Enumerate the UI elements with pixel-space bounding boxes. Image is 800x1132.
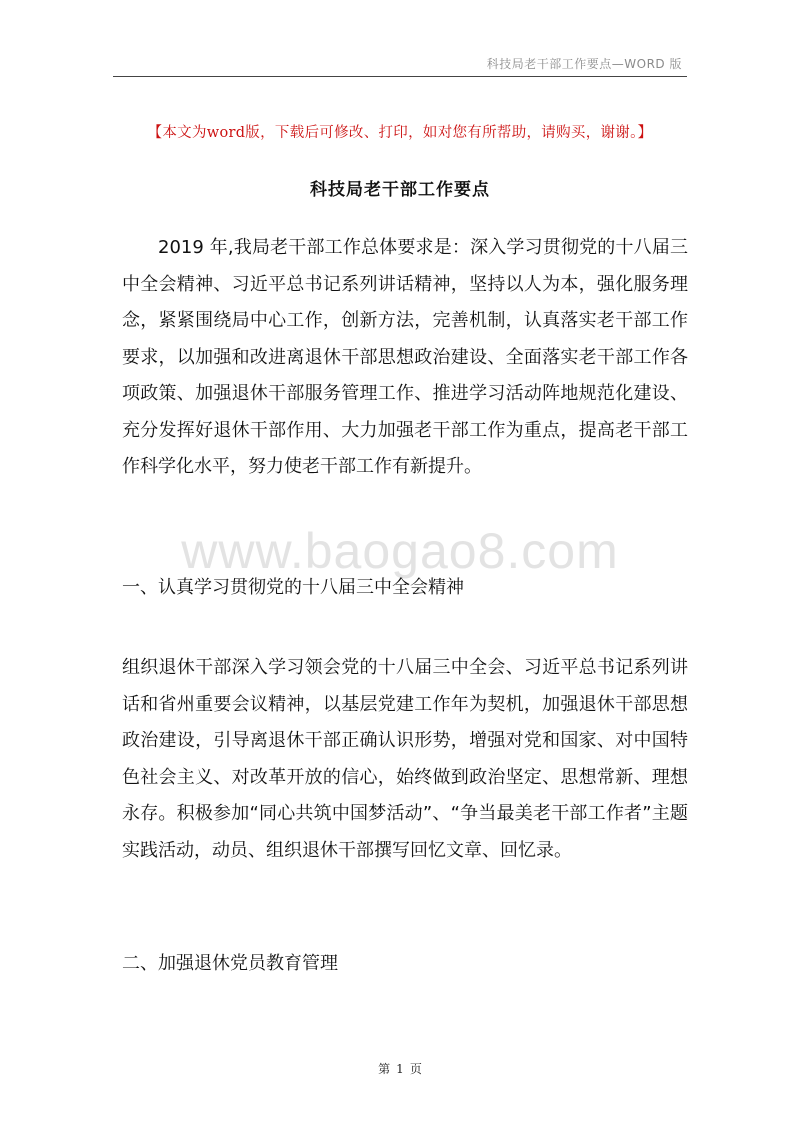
section-heading-1: 一、认真学习贯彻党的十八届三中全会精神 [122,577,464,598]
section-heading-2: 二、加强退休党员教育管理 [122,953,338,974]
footer-prefix: 第 [378,1062,391,1076]
watermark: www.baogao8.com [181,523,619,579]
section-body-1: 组织退休干部深入学习领会党的十八届三中全会、习近平总书记系列讲话和省州重要会议精神，以基层党建工作年为契机，加强退休干部思想政治建设，引导离退休干部正确认识形势，增强对党和国家、对中国特色社会主义、对改革开放的信心，始终做到政治坚定、思想常新、理想永存。积极参加“同心共筑中国梦活动”、“争当最美老干部工作者”主题实践活动，动员、组织退休干部撰写回忆文章、回忆录。 [122,657,688,861]
document-title: 科技局老干部工作要点 [310,180,490,200]
purchase-notice: 【本文为word版，下载后可修改、打印，如对您有所帮助，请购买，谢谢。】 [147,125,653,141]
footer-suffix: 页 [409,1062,422,1076]
intro-paragraph: 2019 年,我局老干部工作总体要求是：深入学习贯彻党的十八届三中全会精神、习近平总书记系列讲话精神，坚持以人为本，强化服务理念，紧紧围绕局中心工作，创新方法，完善机制，认真落实老干部工作要求，以加强和改进离退休干部思想政治建设、全面落实老干部工作各项政策、加强退休干部服务管理工作、推进学习活动阵地规范化建设、充分发挥好退休干部作用、大力加强老干部工作为重点，提高老干部工作科学化水平，努力使老干部工作有新提升。 [122,237,688,477]
page-number: 1 [396,1062,404,1076]
running-header: 科技局老干部工作要点—WORD 版 [486,57,682,71]
page-footer [0,1060,800,1077]
header-divider [113,76,687,77]
